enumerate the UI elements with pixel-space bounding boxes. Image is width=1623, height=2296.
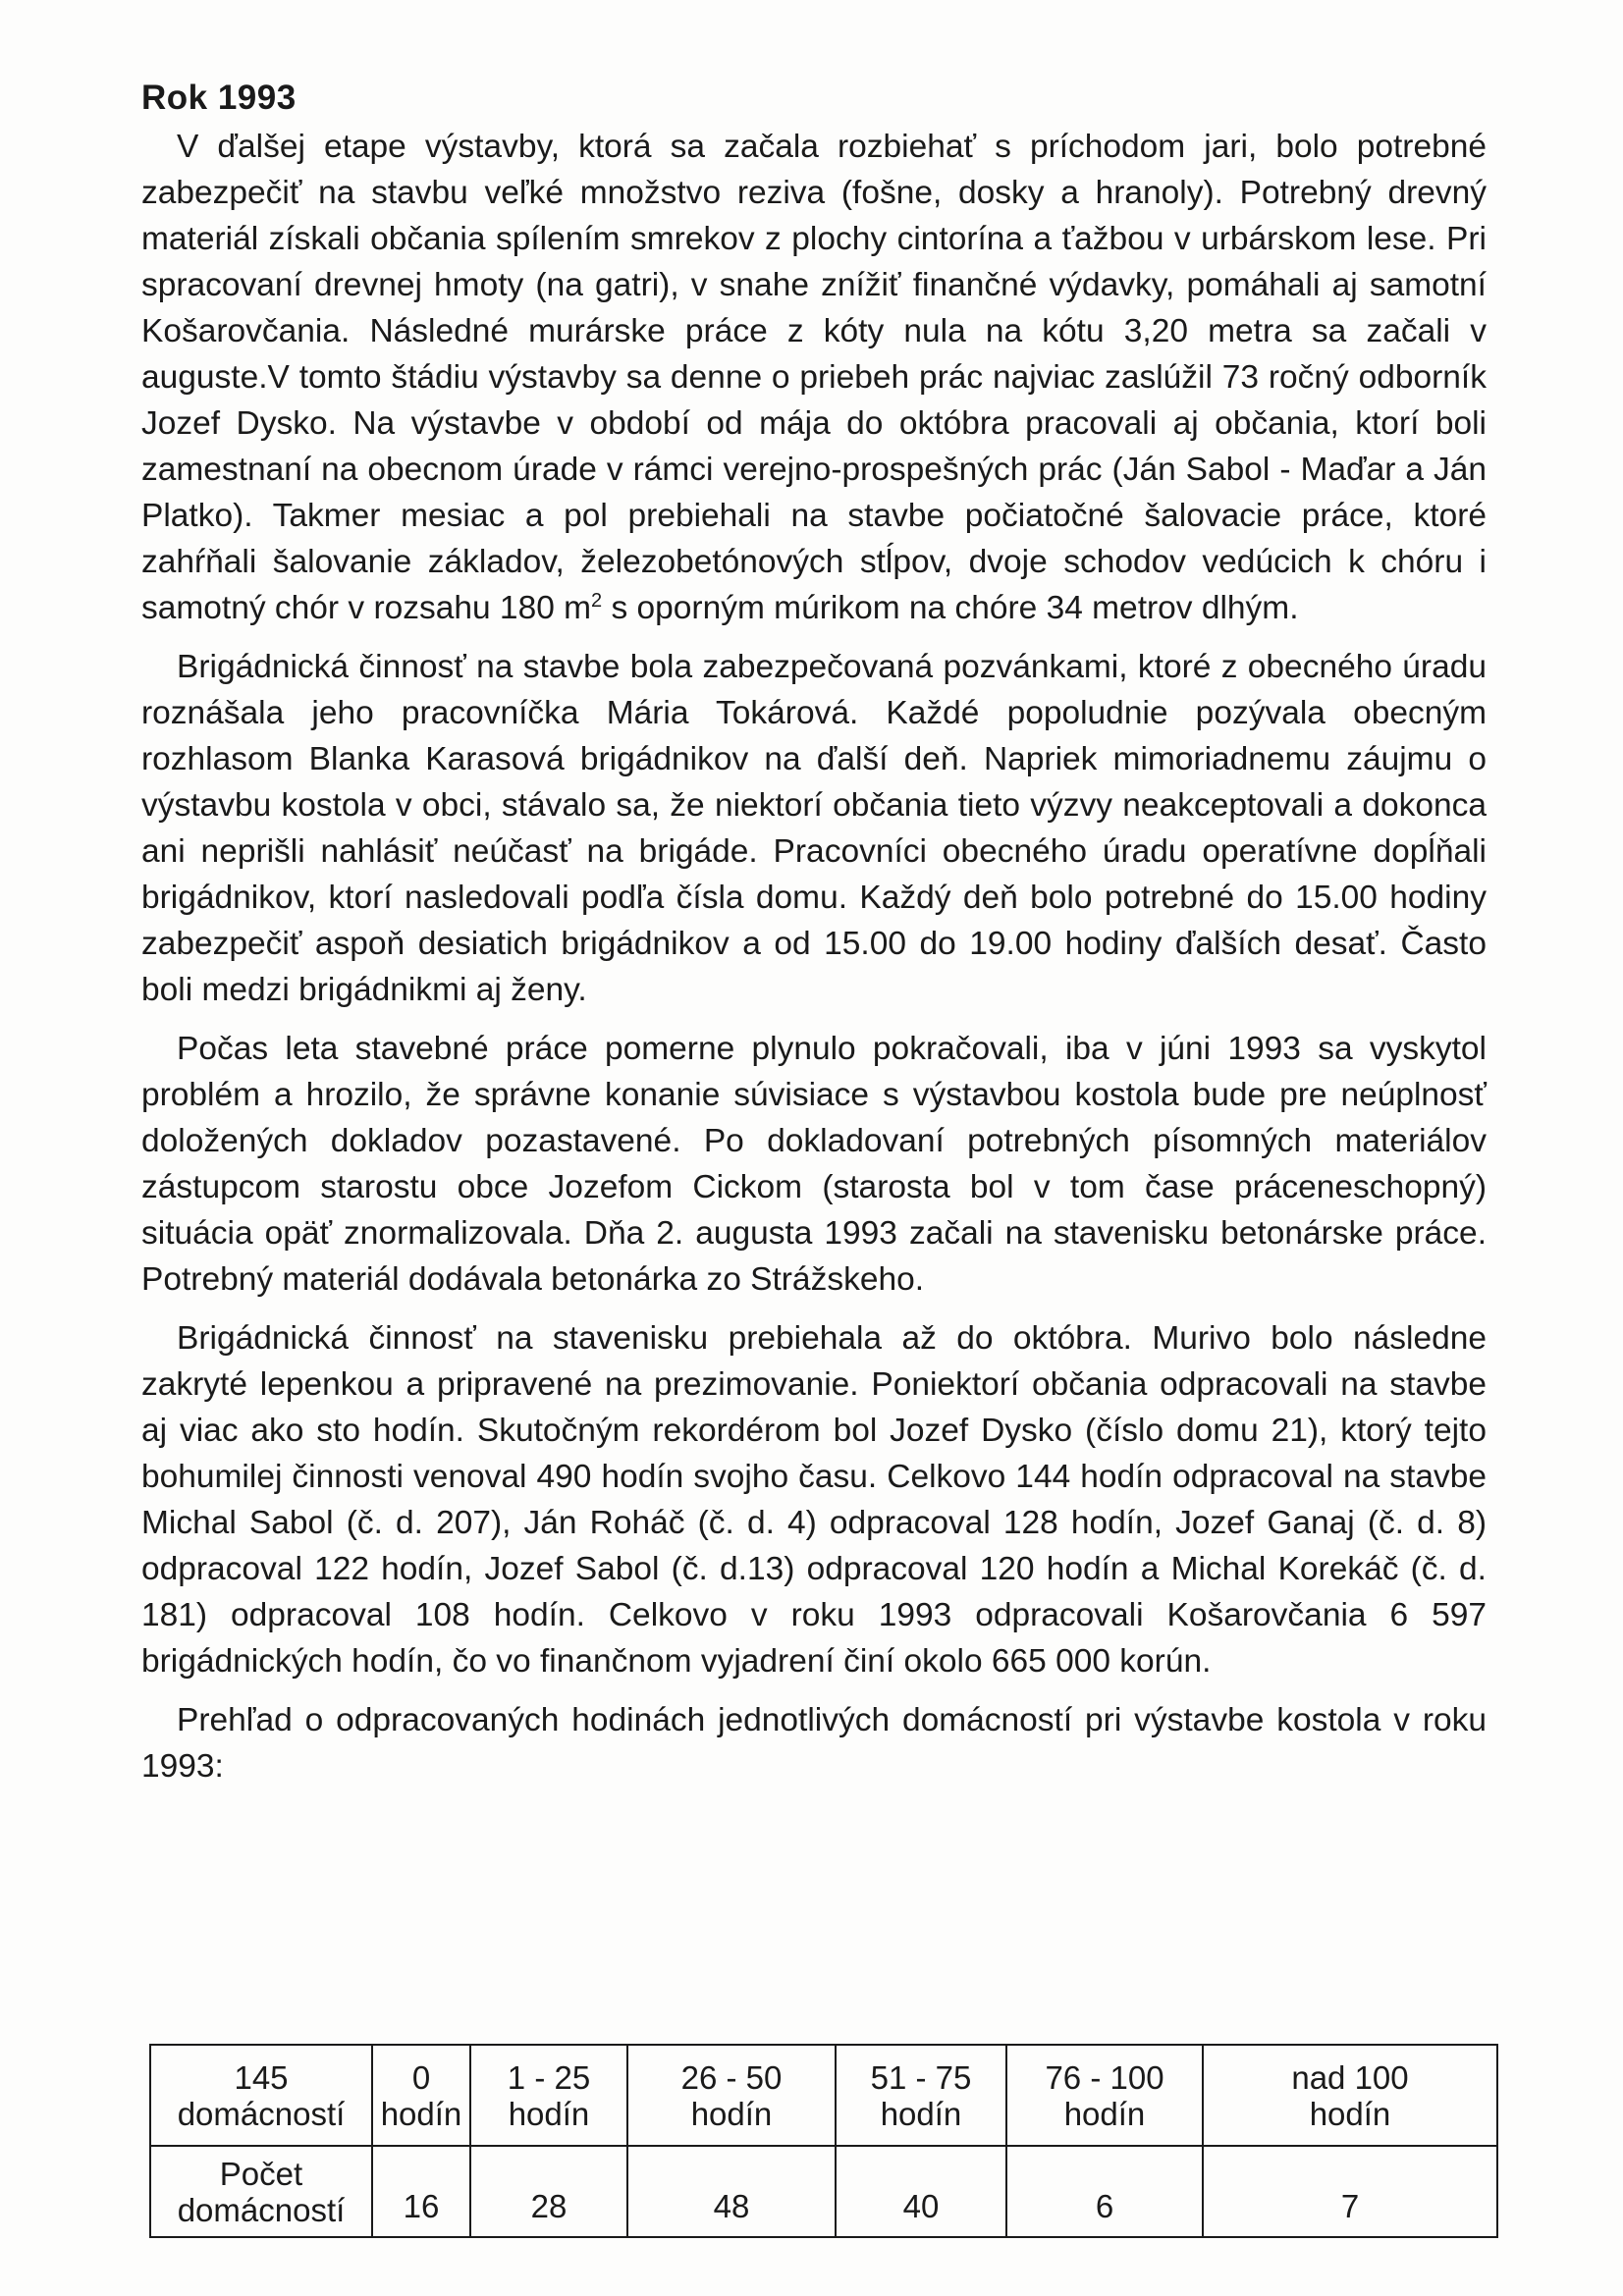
households-table — [149, 2044, 1498, 2238]
value-cell-over-100: 7 — [1203, 2146, 1497, 2237]
paragraph-2: Brigádnická činnosť na stavbe bola zabezpečovaná pozvánkami, ktoré z obecného úradu roznášala jeho pracovníčka Mária Tokárová. Každé popoludnie pozývala obecným rozhlasom Blanka Karasová brigádnikov na ďalší deň. Napriek mimoriadnemu záujmu o výstavbu kostola v obci, stávalo sa, že niektorí občania tieto výzvy neakceptovali a dokonca ani neprišli nahlásiť neúčasť na brigáde. Pracovníci obecného úradu operatívne dopĺňali brigádnikov, ktorí nasledovali podľa čísla domu. Každý deň bolo potrebné do 15.00 hodiny zabezpečiť aspoň desiatich brigádnikov a od 15.00 do 19.00 hodiny ďalších desať. Často boli medzi brigádnikmi aj ženy. — [141, 649, 1487, 1008]
header-cell-76-100: 76 - 100 hodín — [1006, 2045, 1203, 2146]
header-cell-over-100: nad 100 hodín — [1203, 2045, 1497, 2146]
table-row — [150, 2146, 1497, 2237]
paragraph-4: Brigádnická činnosť na stavenisku prebiehala až do októbra. Murivo bolo následne zakryté lepenkou a pripravené na prezimovanie. Poniektorí občania odpracovali na stavbe aj viac ako sto hodín. Skutočným rekordérom bol Jozef Dysko (číslo domu 21), ktorý tejto bohumilej činnosti venoval 490 hodín svojho času. Celkovo 144 hodín odpracoval na stavbe Michal Sabol (č. d. 207), Ján Roháč (č. d. 4) odpracoval 128 hodín, Jozef Ganaj (č. d. 8) odpracoval 122 hodín, Jozef Sabol (č. d.13) odpracoval 120 hodín a Michal Korekáč (č. d. 181) odpracoval 108 hodín. Celkovo v roku 1993 odpracovali Košarovčania 6 597 brigádnických hodín, čo vo finančnom vyjadrení činí okolo 665 000 korún. — [141, 1320, 1487, 1680]
households-table-wrap — [149, 2044, 1496, 2238]
paragraph-1-text: V ďalšej etape výstavby, ktorá sa začala rozbiehať s príchodom jari, bolo potrebné zabezpečiť na stavbu veľké množstvo reziva (fošne, dosky a hranoly). Potrebný drevný materiál získali občania spílením smrekov z plochy cintorína a ťažbou v urbárskom lese. Pri spracovaní drevnej hmoty (na gatri), v snahe znížiť finančné výdavky, pomáhali aj samotní Košarovčania. Následné murárske práce z kóty nula na kótu 3,20 metra sa začali v auguste.V tomto štádiu výstavby sa denne o priebeh prác najviac zaslúžil 73 ročný odborník Jozef Dysko. Na výstavbe v období od mája do októbra pracovali aj občania, ktorí boli zamestnaní na obecnom úrade v rámci verejno-prospešných prác (Ján Sabol - Maďar a Ján Platko). Takmer mesiac a pol prebiehali na stavbe počiatočné šalovacie práce, ktoré zahŕňali šalovanie základov, železobetónových stĺpov, dvoje schodov vedúcich k chóru i samotný chór v rozsahu 180 m — [141, 129, 1487, 626]
header-cell-0: 0 hodín — [372, 2045, 470, 2146]
paragraph-3: Počas leta stavebné práce pomerne plynulo pokračovali, iba v júni 1993 sa vyskytol problém a hrozilo, že správne konanie súvisiace s výstavbou kostola bude pre neúplnosť doložených dokladov pozastavené. Po dokladovaní potrebných písomných materiálov zástupcom starostu obce Jozefom Cickom (starosta bol v tom čase práceneschopný) situácia opäť znormalizovala. Dňa 2. augusta 1993 začali na stavenisku betonárske práce. Potrebný materiál dodávala betonárka zo Strážskeho. — [141, 1031, 1487, 1298]
paragraph-5: Prehľad o odpracovaných hodinách jednotlivých domácností pri výstavbe kostola v roku 1993: — [141, 1702, 1487, 1785]
header-cell-51-75: 51 - 75 hodín — [836, 2045, 1006, 2146]
value-cell-0: 16 — [372, 2146, 470, 2237]
header-cell-26-50: 26 - 50 hodín — [627, 2045, 836, 2146]
value-cell-26-50: 48 — [627, 2146, 836, 2237]
paragraph-1 — [141, 124, 1487, 631]
value-cell-1-25: 28 — [470, 2146, 627, 2237]
row-label-cell: Počet domácností — [150, 2146, 372, 2237]
value-cell-51-75: 40 — [836, 2146, 1006, 2237]
page-content — [141, 77, 1487, 1802]
header-cell-1-25: 1 - 25 hodín — [470, 2045, 627, 2146]
header-cell-total: 145 domácností — [150, 2045, 372, 2146]
paragraph-1-tail: s oporným múrikom na chóre 34 metrov dlhým. — [602, 590, 1299, 626]
section-heading: Rok 1993 — [141, 79, 297, 117]
table-header-row — [150, 2045, 1497, 2146]
superscript-2: 2 — [591, 589, 603, 612]
value-cell-76-100: 6 — [1006, 2146, 1203, 2237]
